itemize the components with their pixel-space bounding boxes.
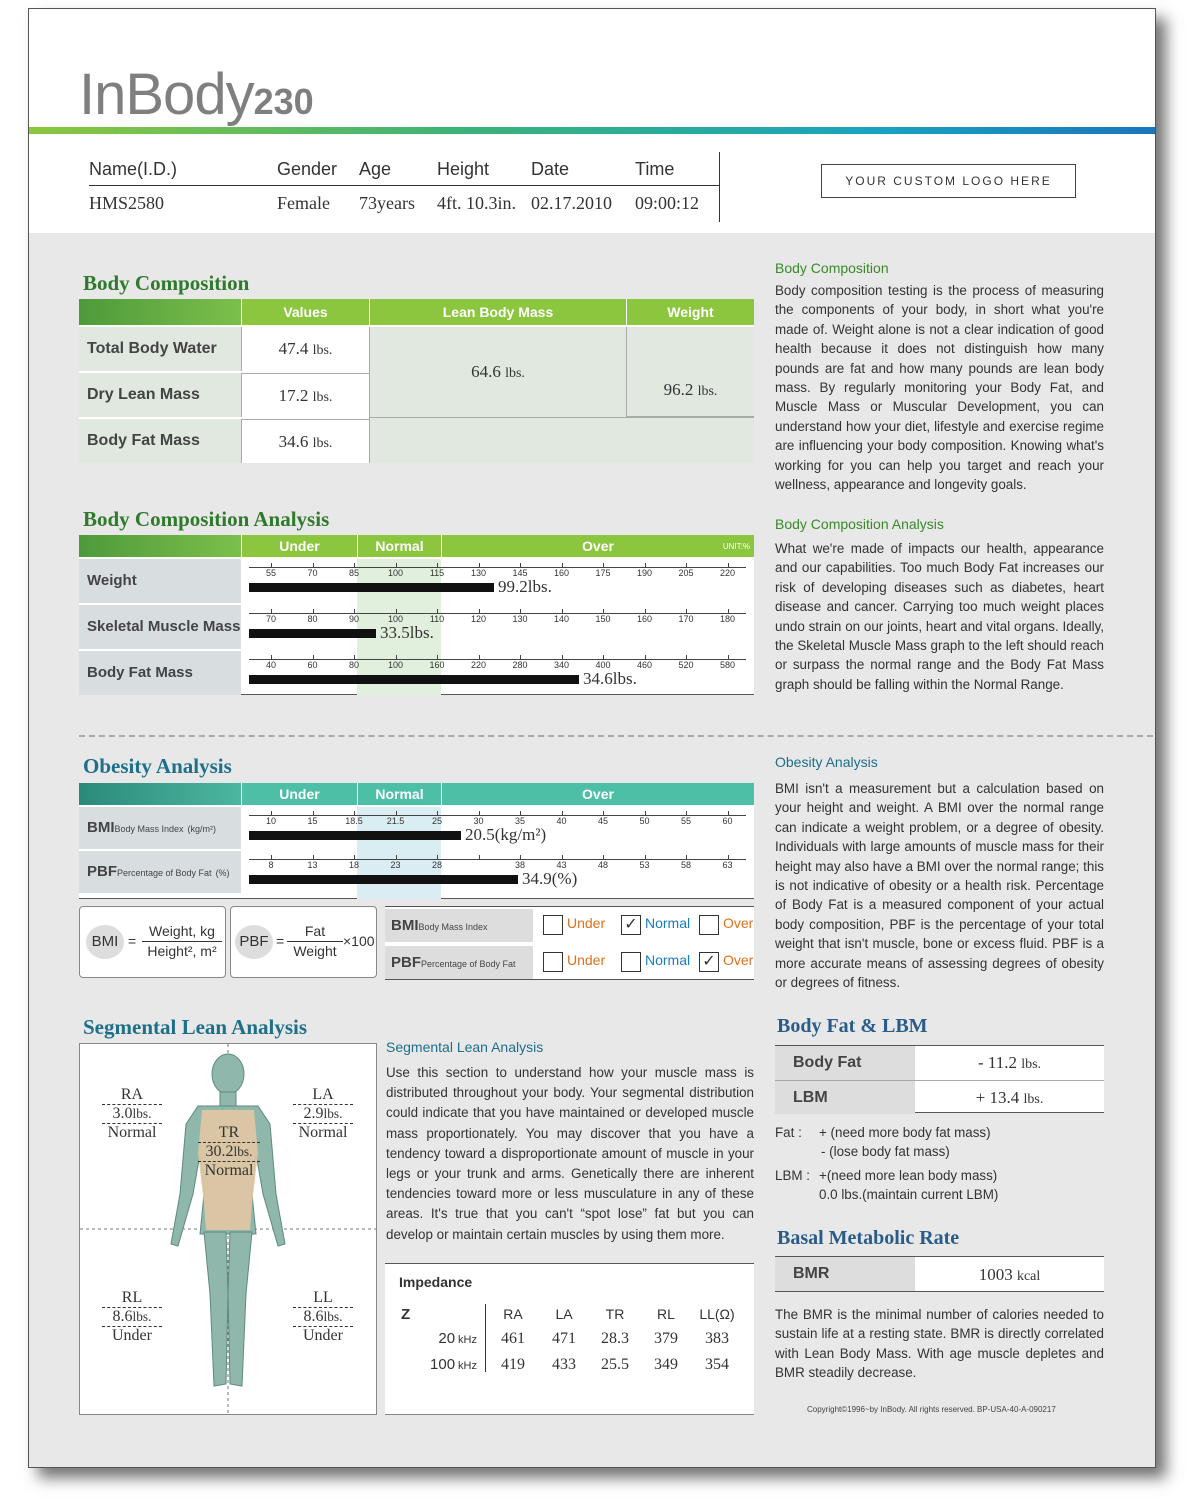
impedance-divider <box>485 1304 486 1372</box>
bc-value: 17.2 lbs. <box>241 373 369 417</box>
name-value: HMS2580 <box>89 193 165 213</box>
bc-row-label: Total Body Water <box>79 327 241 371</box>
impedance-value: 471 <box>552 1330 576 1347</box>
range-header-2: Normal <box>357 535 441 557</box>
range-bar <box>249 875 518 884</box>
range-header-blank <box>79 783 241 805</box>
body-fat-value: - 11.2 lbs. <box>977 1053 1042 1072</box>
range-bar <box>249 675 579 684</box>
tick-label: 175 <box>595 568 611 578</box>
tick-label: 18 <box>348 860 359 870</box>
bc-header-blank <box>79 299 241 325</box>
tick-label: 80 <box>348 660 359 670</box>
metric-name: Percentage of Body Fat <box>117 868 212 878</box>
impedance-col: RL <box>657 1306 675 1322</box>
body-fat-label: Body Fat <box>775 1046 915 1080</box>
tick-label: 150 <box>595 614 611 624</box>
check-box-under <box>543 952 563 972</box>
tick-label: 58 <box>680 860 691 870</box>
tick-label: 30 <box>473 816 484 826</box>
report-header <box>29 9 1155 233</box>
bc-header-weight: Weight <box>626 299 754 325</box>
range-row-label: Weight <box>79 559 241 603</box>
tick-label: 130 <box>512 614 528 624</box>
tick-label: 28 <box>431 860 442 870</box>
section-divider <box>79 735 1153 737</box>
impedance-col: LL(Ω) <box>699 1306 735 1322</box>
range-header-1: Under <box>241 783 357 805</box>
info-divider <box>89 185 719 186</box>
bmr-label: BMR <box>775 1257 915 1291</box>
unit-label: UNIT:% <box>722 542 750 551</box>
check-label-under: Under <box>567 915 606 931</box>
tick-label: 160 <box>636 614 653 624</box>
tick-label: 145 <box>512 568 528 578</box>
tick-label: 190 <box>636 568 653 578</box>
impedance-value: 383 <box>705 1330 729 1347</box>
body-composition-title: Body Composition <box>83 271 250 295</box>
tick-label: 520 <box>678 660 694 670</box>
range-header-3: Over <box>441 535 754 557</box>
tick-label: 25 <box>431 816 442 826</box>
range-bar <box>249 831 461 840</box>
segmental-side-text: Use this section to understand how your muscle mass is distributed throughout your body. Your segmental distribution could indicate that you have maintained or developed muscle mass proportionately. You may discover that you have a tendency toward a disproportionate amount of muscle in your legs or your trunk and arms. Genetically there are inherent tendencies toward more or less musculature in any of these areas. It's true that you can't “spot lose” fat but you can develop or maintain certain muscles by using them more. <box>386 1065 754 1242</box>
bc-value: 47.4 lbs. <box>241 327 369 371</box>
bc-fat-blank <box>369 417 754 463</box>
tick-label: 40 <box>265 660 276 670</box>
tick-label: 80 <box>307 614 318 624</box>
bmi-abbr: BMI <box>86 925 124 959</box>
check-box-normal: ✓ <box>621 915 641 935</box>
impedance-table <box>385 1263 754 1415</box>
bc-value: 34.6 lbs. <box>241 419 369 463</box>
impedance-col: LA <box>555 1306 573 1322</box>
impedance-freq <box>407 1356 477 1373</box>
gender-label: Gender <box>277 159 338 179</box>
range-header-3: Over <box>441 783 754 805</box>
side-bc-title: Body Composition <box>775 260 889 276</box>
inbody-logo: InBody230 <box>79 62 314 127</box>
obesity-title: Obesity Analysis <box>83 754 232 778</box>
range-value: 20.5(kg/m²) <box>465 825 547 844</box>
tick-label: 205 <box>678 568 694 578</box>
height-value: 4ft. 10.3in. <box>437 193 516 213</box>
range-value: 34.9(%) <box>522 869 578 888</box>
tick-label: 23 <box>390 860 401 870</box>
side-bc-text: Body composition testing is the process of measuring the components of your body, in short what you're made of. Weight alone is not a clear indication of good health because it does not distinguish how many pounds are fat and how many pounds are lean body mass. By regularly monitoring your Body Fat, and Muscle Mass or Muscular Development, you can understand how your diet, lifestyle and exercise regime are influencing your body composition. Knowing what's working for you can help you target and reach your wellness, appearance and longevity goals. <box>775 283 1104 493</box>
range-header-2: Normal <box>357 783 441 805</box>
impedance-value: 379 <box>654 1330 678 1347</box>
check-abbr: BMI <box>391 917 419 934</box>
side-obesity-title: Obesity Analysis <box>775 754 878 770</box>
segmental-figure <box>79 1043 377 1415</box>
header-stripe <box>29 127 1155 134</box>
ll-segment: LL 8.6lbs. Under <box>293 1289 353 1345</box>
tick-label: 180 <box>719 614 736 624</box>
pbf-abbr: PBF <box>235 925 273 959</box>
range-row-label <box>79 807 241 849</box>
time-value: 09:00:12 <box>635 193 700 213</box>
tick-label: 220 <box>470 660 487 670</box>
tick-label: 55 <box>680 816 691 826</box>
tick-label: 170 <box>678 614 694 624</box>
gender-value: Female <box>277 193 330 213</box>
range-bar <box>249 583 494 592</box>
tick-label: 220 <box>719 568 736 578</box>
pbf-denominator: Weight <box>293 943 337 959</box>
check-box-normal <box>621 952 641 972</box>
metric-abbr: PBF <box>87 863 117 880</box>
segmental-side-title: Segmental Lean Analysis <box>386 1039 544 1055</box>
tick-label: 8 <box>268 860 274 870</box>
date-label: Date <box>531 159 570 179</box>
ra-segment: RA 3.0lbs. Normal <box>102 1086 162 1142</box>
tick-label: 100 <box>387 660 404 670</box>
custom-logo-box: YOUR CUSTOM LOGO HERE <box>821 164 1076 198</box>
check-label-over: Over <box>723 915 754 931</box>
impedance-value: 349 <box>654 1356 678 1373</box>
tick-label: 48 <box>597 860 608 870</box>
tick-label: 60 <box>722 816 733 826</box>
tick-label: 70 <box>307 568 318 578</box>
obesity-chart <box>79 783 754 899</box>
tick-label: 580 <box>719 660 736 670</box>
la-segment: LA 2.9lbs. Normal <box>293 1086 353 1142</box>
metric-unit: (%) <box>215 868 230 878</box>
tick-label: 110 <box>429 614 445 624</box>
tick-label: 160 <box>553 568 570 578</box>
freq-unit: kHz <box>458 1334 477 1346</box>
age-label: Age <box>359 159 392 179</box>
range-row-label: Skeletal Muscle Mass <box>79 605 241 649</box>
height-label: Height <box>437 159 490 179</box>
impedance-value: 25.5 <box>601 1356 629 1373</box>
tick-label: 40 <box>556 816 567 826</box>
tick-label: 60 <box>307 660 318 670</box>
check-abbr: PBF <box>391 954 421 971</box>
tick-label: 18.5 <box>345 816 363 826</box>
bmr-value: 1003 kcal <box>978 1265 1041 1284</box>
tick-label: 100 <box>387 614 404 624</box>
age-value: 73years <box>359 193 415 213</box>
impedance-col: TR <box>605 1306 625 1322</box>
tick-label: 90 <box>348 614 359 624</box>
tick-label: 38 <box>514 860 525 870</box>
tick-label: 100 <box>387 568 404 578</box>
bca-title: Body Composition Analysis <box>83 507 330 531</box>
tick-label: 15 <box>307 816 318 826</box>
check-box-over <box>699 915 719 935</box>
side-obesity-text: BMI isn't a measurement but a calculation based on your height and weight. A BMI over the normal range can indicate a weight problem, or a degree of obesity. Individuals with large amounts of muscle mass for their height may also have a BMI over the normal range; this is not indicative of obesity or a health risk. Percentage of Body Fat is a measured component of your actual body composition, PBF is the percentage of your total weight that isn't muscle, bone or excess fluid. PBF is a more accurate means of assessing degrees of obesity or degrees of fitness. <box>775 781 1104 991</box>
impedance-value: 354 <box>705 1356 729 1373</box>
tick-label: 50 <box>639 816 650 826</box>
lbm-value: 64.6 lbs. <box>369 327 626 417</box>
metric-name: Body Mass Index <box>114 824 184 834</box>
obesity-check-table <box>385 906 754 980</box>
range-value: 99.2lbs. <box>498 577 552 596</box>
lbm-change-value: + 13.4 lbs. <box>915 1080 1104 1114</box>
side-bca-text: What we're made of impacts our health, appearance and our capabilities. Too much Body Fat increases our risk of developing diseases such as diabetes, heart disease and cancer. Carrying too much weight places undo strain on our joints, heart and vital organs. Ideally, the Skeletal Muscle Mass graph to the left should reach or surpass the normal range and the Body Fat Mass graph should be falling within the Normal Range. <box>775 541 1104 692</box>
lbm-label: LBM <box>775 1080 915 1114</box>
pbf-multiplier: ×100 <box>343 933 375 949</box>
bc-row-label: Dry Lean Mass <box>79 373 241 417</box>
impedance-freq <box>407 1330 477 1347</box>
impedance-value: 419 <box>501 1356 525 1373</box>
tick-label: 160 <box>429 660 445 670</box>
bmr-table <box>775 1256 1104 1292</box>
check-label-normal: Normal <box>645 915 691 931</box>
tick-label: 45 <box>597 816 608 826</box>
range-header-1: Under <box>241 535 357 557</box>
check-name: Body Mass Index <box>418 922 488 932</box>
tick-label: 340 <box>553 660 570 670</box>
pbf-formula: PBF = Fat Weight ×100 <box>230 906 377 978</box>
check-label-normal: Normal <box>645 952 691 968</box>
range-header-blank <box>79 535 241 557</box>
tick-label: 21.5 <box>386 816 405 826</box>
check-name: Percentage of Body Fat <box>421 959 516 969</box>
bmi-denominator: Height², m² <box>147 943 217 959</box>
range-row-label <box>79 851 241 893</box>
check-box-over: ✓ <box>699 952 719 972</box>
fat-lbm-table <box>775 1045 1104 1113</box>
bmi-formula: BMI = Weight, kg Height², m² <box>79 906 226 978</box>
tick-label: 140 <box>553 614 570 624</box>
tick-label: 460 <box>636 660 653 670</box>
copyright: Copyright©1996~by InBody. All rights reserved. BP-USA-40-A-090217 <box>807 1405 1056 1414</box>
tick-label: 13 <box>307 860 318 870</box>
weight-value: 96.2 lbs. <box>626 327 754 417</box>
tick-label: 70 <box>265 614 276 624</box>
tick-label: 10 <box>265 816 276 826</box>
bc-row-label: Body Fat Mass <box>79 419 241 463</box>
fat-lbm-title: Body Fat & LBM <box>777 1015 928 1037</box>
tick-label: 280 <box>512 660 528 670</box>
bmr-text: The BMR is the minimal number of calories needed to sustain life at a resting state. BMR is directly correlated with Lean Body Mass. With age muscle depletes and BMR steadily decrease. <box>775 1307 1104 1381</box>
freq-value: 100 <box>430 1356 456 1373</box>
check-label-over: Over <box>723 952 754 968</box>
side-bca-title: Body Composition Analysis <box>775 516 944 532</box>
range-value: 34.6lbs. <box>583 669 637 688</box>
range-tick <box>479 855 480 860</box>
impedance-value: 28.3 <box>601 1330 629 1347</box>
tr-segment: TR 30.2lbs. Normal <box>198 1124 260 1180</box>
tick-label: 55 <box>265 568 276 578</box>
bc-header-values: Values <box>241 299 369 325</box>
tick-label: 115 <box>429 568 445 578</box>
tick-label: 120 <box>470 614 487 624</box>
metric-abbr: BMI <box>87 819 115 836</box>
range-bar <box>249 629 376 638</box>
check-label-under: Under <box>567 952 606 968</box>
range-row-label: Body Fat Mass <box>79 651 241 695</box>
bca-chart <box>79 535 754 695</box>
range-value: 33.5lbs. <box>380 623 434 642</box>
impedance-title: Impedance <box>399 1274 473 1290</box>
impedance-value: 461 <box>501 1330 525 1347</box>
segmental-title: Segmental Lean Analysis <box>83 1015 308 1039</box>
bc-header-lbm: Lean Body Mass <box>369 299 626 325</box>
metric-unit: (kg/m²) <box>187 824 217 834</box>
check-box-under <box>543 915 563 935</box>
tick-label: 85 <box>348 568 359 578</box>
tick-label: 400 <box>595 660 611 670</box>
tick-label: 63 <box>722 860 733 870</box>
impedance-z: Z <box>401 1306 411 1323</box>
name-label: Name(I.D.) <box>89 159 178 179</box>
tick-label: 35 <box>514 816 525 826</box>
tick-label: 53 <box>639 860 650 870</box>
bmi-numerator: Weight, kg <box>149 923 215 939</box>
pbf-numerator: Fat <box>304 923 326 939</box>
date-value: 02.17.2010 <box>531 193 612 213</box>
tick-label: 43 <box>556 860 567 870</box>
rl-segment: RL 8.6lbs. Under <box>102 1289 162 1345</box>
time-label: Time <box>635 159 675 179</box>
body-composition-table <box>79 299 754 463</box>
impedance-col: RA <box>503 1306 523 1322</box>
check-row-label <box>385 946 533 979</box>
impedance-value: 433 <box>552 1356 576 1373</box>
check-row-label <box>385 909 533 942</box>
header-separator <box>719 152 720 222</box>
tick-label: 130 <box>470 568 487 578</box>
report-sheet: InBody230 Name(I.D.) Gender Age Height Date Time HMS2580 Female 73years 4ft. 10.3in. 02.17.2010 09:00:12 YOUR CUSTOM LOGO HERE Body Composition Values Lean Body Mass Weight Total Body Water Dry Lean Mass Body Fat Mass 47.4 lbs. 17.2 lbs. 34.6 lbs. 64.6 lbs. 96.2 lbs. Body Composition Analysis Under Normal Over UNIT:% Weight 55 70 85 100 115 130 145 160 175 190 205 220 99.2lbs. Skeletal Muscle Mass 70 80 90 100 110 120 130 140 150 160 170 180 33.5lbs. Body Fat Mass 40 60 80 100 160 220 280 340 400 460 520 580 34.6lbs. Obesity Analysis Under Normal Over BMIBody Mass Index (kg/m²) 10 15 18.5 21.5 25 30 35 40 45 50 55 60 20.5(kg/m²) PBFPercentage of Body Fat (%) 8 13 18 23 28 38 43 48 53 58 63 34.9(%) BMI = Weight, kg Height², m² PBF = Fat Weight ×100 BMIBody Mass Index Under ✓ Normal Over PBFPercentage of Body Fat Under Normal ✓ Over Segmental Lean Analysis RA 3.0lbs. Normal LA 2.9lbs. Normal TR 30.2lbs. Normal RL 8.6lbs. Under LL 8.6lbs. Under Segmental Lean Analysis Use this section to understand how your muscle mass is distributed throughout your body. Your segmental distribution could indicate that you have maintained or developed muscle mass proportionately. You may discover that you have a tendency toward a disproportionate amount of muscle in your legs or your trunk and arms. Genetically there are inherent tendencies toward more or less musculature in any of these areas. It's true that you can't “spot lose” fat but you can develop or maintain certain muscles by using them more. Impedance Z RA LA TR RL LL(Ω) 20 kHz 461 471 28.3 379 383 100 kHz 419 433 25.5 349 354 Body Composition Body composition testing is the process of measuring the components of your body, in short what you're made of. Weight alone is not a clear indication of good health because it does not distinguish how many pounds are fat and how many pounds are lean body mass. By regularly monitoring your Body Fat, and Muscle Mass or Muscular Development, you can understand how your diet, lifestyle and exercise regime are influencing your body composition. Knowing what's working for you can help you target and reach your wellness, appearance and longevity goals. Body Composition Analysis What we're made of impacts our health, appearance and our capabilities. Too much Body Fat increases our risk of developing diseases such as diabetes, heart disease and cancer. Carrying too much weight places undo strain on our joints, heart and vital organs. Ideally, the Skeletal Muscle Mass graph to the left should reach or surpass the normal range and the Body Fat Mass graph should be falling within the Normal Range. Obesity Analysis BMI isn't a measurement but a calculation based on your height and weight. A BMI over the normal range can indicate a weight problem, or a degree of obesity. Individuals with large amounts of muscle mass for their height may also have a BMI over the normal range; this is not indicative of obesity or a health risk. Percentage of Body Fat is a measured component of your actual body composition, PBF is the percentage of your total weight that isn't muscle, bone or excess fluid. PBF is a more accurate means of assessing degrees of obesity or degrees of fitness. Body Fat & LBM Body Fat - 11.2 lbs. LBM + 13.4 lbs. Fat : + (need more body fat mass) - (lose body fat mass) LBM : +(need more lean body mass) 0.0 lbs.(maintain current LBM) Basal Metabolic Rate BMR 1003 kcal The BMR is the minimal number of calories needed to sustain life at a resting state. BMR is directly correlated with Lean Body Mass. With age muscle depletes and BMR steadily decrease. Copyright©1996~by InBody. All rights reserved. BP-USA-40-A-090217 <box>28 8 1156 1468</box>
freq-value: 20 <box>438 1330 456 1347</box>
bmr-title: Basal Metabolic Rate <box>777 1227 960 1249</box>
freq-unit: kHz <box>458 1360 477 1372</box>
